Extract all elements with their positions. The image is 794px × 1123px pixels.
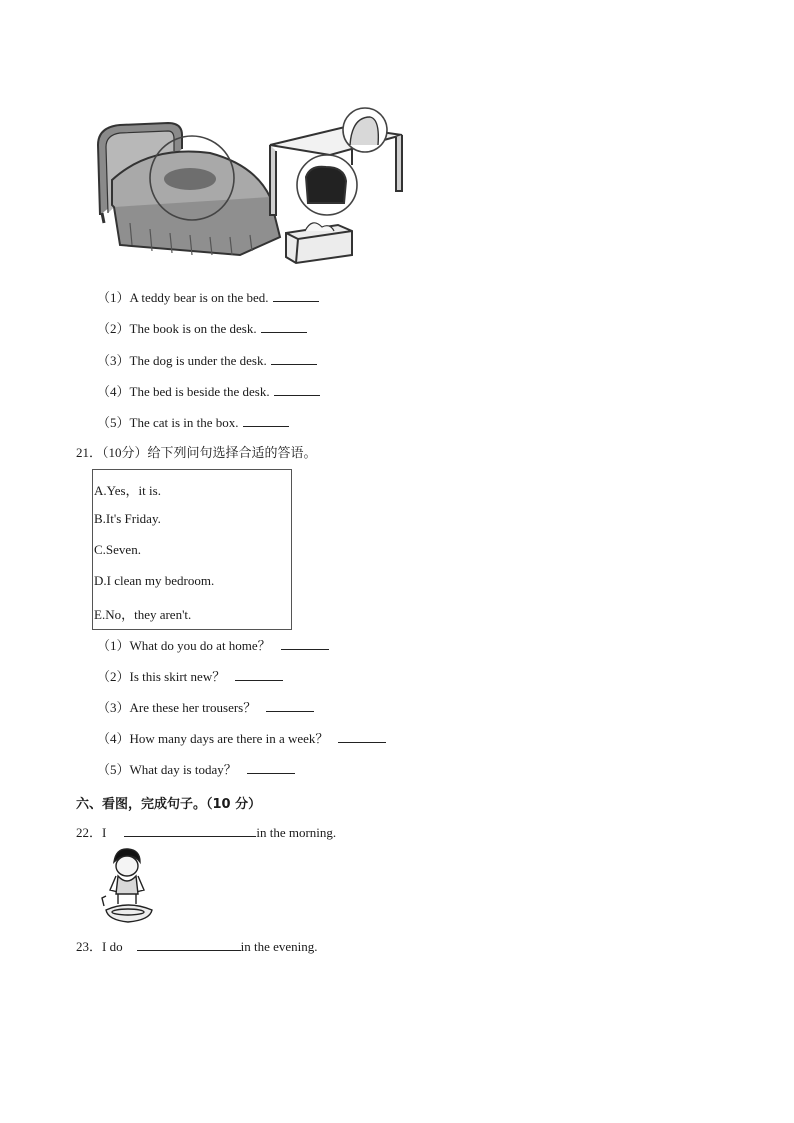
question-23: [76, 938, 318, 955]
list-item: [97, 730, 386, 747]
answer-blank[interactable]: [235, 668, 283, 681]
item-text: The bed is beside the desk.: [129, 384, 270, 399]
answer-blank[interactable]: [137, 938, 241, 951]
answer-blank[interactable]: [247, 761, 295, 774]
answer-blank[interactable]: [243, 414, 289, 427]
item-text: The dog is under the desk.: [129, 353, 267, 368]
item-number: （1）: [97, 638, 130, 653]
item-number: （1）: [97, 290, 130, 305]
item-number: （5）: [97, 762, 130, 777]
item-number: （2）: [97, 669, 130, 684]
question-number: 22．I: [76, 825, 107, 840]
list-item: [97, 352, 317, 369]
answer-blank[interactable]: [271, 352, 317, 365]
item-number: （5）: [97, 415, 130, 430]
list-item: [97, 414, 289, 431]
option-b: B.It's Friday.: [94, 511, 161, 526]
list-item: [97, 761, 295, 778]
item-number: （4）: [97, 384, 130, 399]
item-text: Are these her trousers？: [129, 700, 257, 715]
section-heading: 六、看图，完成句子。（10 分）: [76, 797, 262, 812]
item-text: Is this skirt new？: [129, 669, 226, 684]
item-number: （3）: [97, 353, 130, 368]
list-item: [97, 699, 314, 716]
list-item: [97, 668, 283, 685]
sentence-tail: in the evening.: [240, 939, 318, 954]
answer-blank[interactable]: [261, 320, 307, 333]
item-text: What do you do at home？: [129, 638, 271, 653]
washing-face-picture: [96, 846, 160, 928]
list-item: [97, 320, 307, 337]
option-d: D.I clean my bedroom.: [94, 573, 215, 588]
option-e: E.No，they aren't.: [94, 607, 192, 622]
item-number: （3）: [97, 700, 130, 715]
item-text: What day is today？: [129, 762, 237, 777]
answer-blank[interactable]: [338, 730, 386, 743]
item-text: The cat is in the box.: [129, 415, 239, 430]
list-item: [97, 383, 320, 400]
item-text: A teddy bear is on the bed.: [129, 290, 269, 305]
item-number: （2）: [97, 321, 130, 336]
item-number: （4）: [97, 731, 130, 746]
question-22: [76, 824, 336, 841]
options-box: [92, 469, 292, 630]
answer-blank[interactable]: [281, 637, 329, 650]
item-text: How many days are there in a week？: [129, 731, 329, 746]
answer-blank[interactable]: [274, 383, 320, 396]
answer-blank[interactable]: [266, 699, 314, 712]
list-item: [97, 289, 319, 306]
option-a: A.Yes，it is.: [94, 483, 161, 498]
question-number: 23．I do: [76, 939, 123, 954]
sentence-tail: in the morning.: [256, 825, 337, 840]
question-title: 21．（10分）给下列问句选择合适的答语。: [76, 445, 317, 460]
list-item: [97, 637, 329, 654]
answer-blank[interactable]: [273, 289, 319, 302]
bedroom-illustration: [90, 105, 410, 270]
item-text: The book is on the desk.: [129, 321, 257, 336]
answer-blank[interactable]: [124, 824, 256, 837]
option-c: C.Seven.: [94, 542, 141, 557]
